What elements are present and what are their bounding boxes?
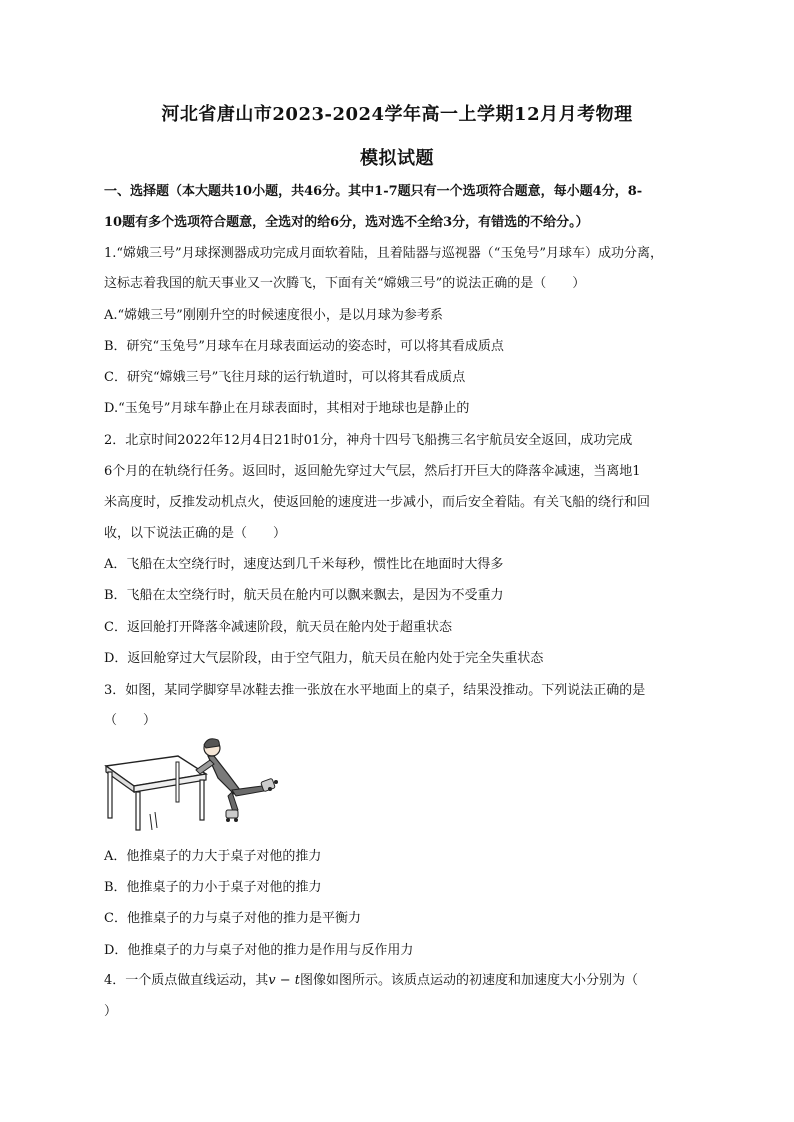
q3-stem-line1: 3．如图，某同学脚穿旱冰鞋去推一张放在水平地面上的桌子，结果没推动。下列说法正确的是 <box>104 683 646 698</box>
q4-stem-line1 <box>104 972 704 990</box>
q2-option-d: D．返回舱穿过大气层阶段，由于空气阻力，航天员在舱内处于完全失重状态 <box>104 651 544 666</box>
q1-stem-line2: 这标志着我国的航天事业又一次腾飞，下面有关“嫦娥三号”的说法正确的是（ ） <box>104 276 586 291</box>
q4-stem-line2: ） <box>104 1004 118 1019</box>
q2-stem-line4: 收，以下说法正确的是（ ） <box>104 526 287 541</box>
q1-option-a: A.“嫦娥三号”刚刚升空的时候速度很小，是以月球为参考系 <box>104 308 443 323</box>
q1-option-b: B．研究“玉兔号”月球车在月球表面运动的姿态时，可以将其看成质点 <box>104 339 504 354</box>
person-pushing-table-figure <box>100 734 290 834</box>
q4-stem-suffix: 图像如图所示。该质点运动的初速度和加速度大小分别为（ <box>300 973 639 988</box>
section-instructions-line1: 一、选择题（本大题共10小题，共46分。其中1-7题只有一个选项符合题意，每小题4分，8- <box>104 184 643 199</box>
q3-option-a: A．他推桌子的力大于桌子对他的推力 <box>104 849 322 864</box>
q1-option-d: D.“玉兔号”月球车静止在月球表面时，其相对于地球也是静止的 <box>104 401 470 416</box>
q4-stem-prefix: 4．一个质点做直线运动，其 <box>104 973 269 988</box>
q1-stem-line1: 1.“嫦娥三号”月球探测器成功完成月面软着陆，且着陆器与巡视器（“玉兔号”月球车）成功分离， <box>104 246 663 261</box>
q3-option-c: C．他推桌子的力与桌子对他的推力是平衡力 <box>104 911 361 926</box>
q1-option-c: C．研究“嫦娥三号”飞往月球的运行轨道时，可以将其看成质点 <box>104 370 466 385</box>
q2-stem-line2: 6个月的在轨绕行任务。返回时，返回舱先穿过大气层，然后打开巨大的降落伞减速，当离地1 <box>104 464 641 479</box>
q4-vt-math: v − t <box>268 973 301 988</box>
q2-option-c: C．返回舱打开降落伞减速阶段，航天员在舱内处于超重状态 <box>104 620 452 635</box>
exam-subtitle: 模拟试题 <box>360 148 434 169</box>
q2-option-b: B．飞船在太空绕行时，航天员在舱内可以飘来飘去，是因为不受重力 <box>104 588 504 603</box>
q2-stem-line1: 2．北京时间2022年12月4日21时01分，神舟十四号飞船携三名宇航员安全返回，成功完成 <box>104 433 633 448</box>
q3-stem-line2: （ ） <box>104 713 157 728</box>
q3-option-b: B．他推桌子的力小于桌子对他的推力 <box>104 880 322 895</box>
section-instructions-line2: 10题有多个选项符合题意，全选对的给6分，选对选不全给3分，有错选的不给分。） <box>104 215 589 230</box>
exam-title: 河北省唐山市2023-2024学年高一上学期12月月考物理 <box>161 104 633 125</box>
q2-stem-line3: 米高度时，反推发动机点火，使返回舱的速度进一步减小，而后安全着陆。有关飞船的绕行和回 <box>104 495 651 510</box>
q2-option-a: A．飞船在太空绕行时，速度达到几千米每秒，惯性比在地面时大得多 <box>104 557 504 572</box>
q3-option-d: D．他推桌子的力与桌子对他的推力是作用与反作用力 <box>104 943 414 958</box>
